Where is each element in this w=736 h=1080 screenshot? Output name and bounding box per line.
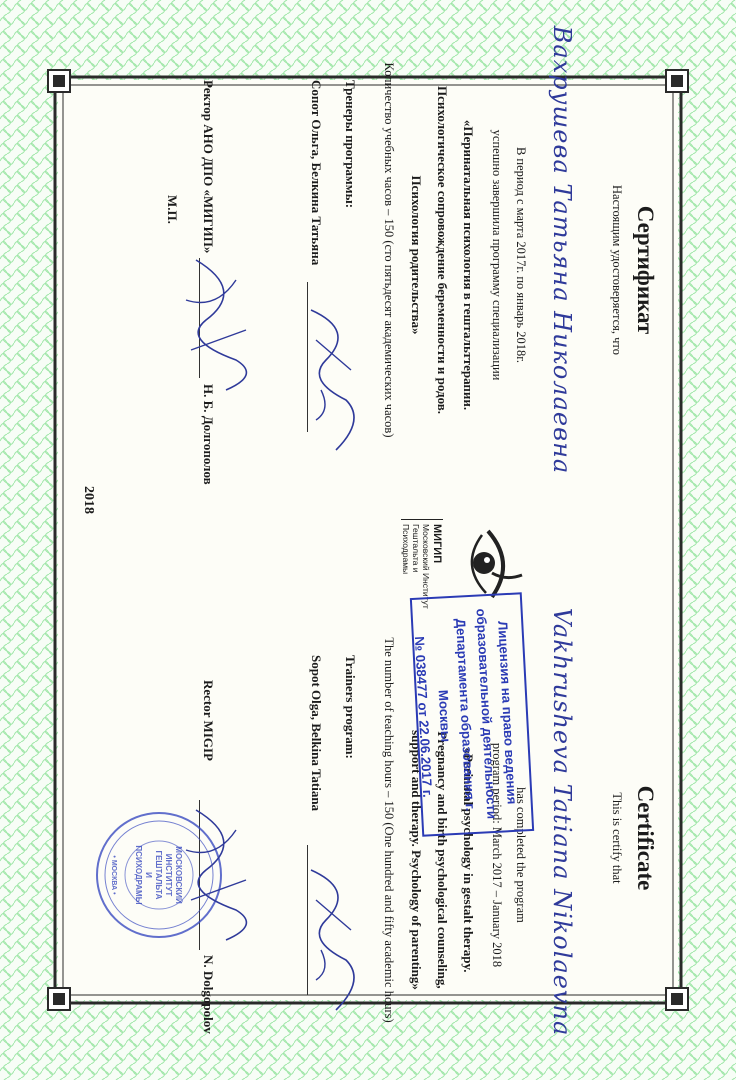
ru-rector-signature-icon (176, 250, 266, 400)
en-hours: The number of teaching hours – 150 (One hundred and fifty academic hours) (382, 637, 396, 1023)
ru-trainer-signature-icon (296, 300, 366, 460)
ru-program-line3: Психология родительства» (409, 175, 424, 335)
ru-program-line1: «Перинатальная психология в гештальттерапии. (461, 119, 476, 411)
license-line3: Департамента образования г. Москвы (435, 618, 479, 812)
en-rector-name: N. Dolgopolov (201, 955, 216, 1034)
ru-completed: успешно завершила программу специализации (490, 129, 504, 381)
ru-certify-line: Настоящим удостоверяется, что (610, 185, 624, 355)
license-line1: Лицензия на право ведения (495, 620, 520, 805)
ru-trainers-label: Тренеры программы: (343, 80, 358, 209)
ru-program-line2: Психологическое сопровождение беременности и родов. (435, 85, 450, 415)
seal-center-line4: И (144, 872, 153, 878)
en-program-line3: support and therapy. Psychology of parenting» (409, 730, 424, 990)
en-trainers-names: Sopot Olga, Belkina Tatiana (309, 655, 324, 812)
en-period: program period: March 2017 – January 2018 (490, 742, 504, 968)
logo-abbreviation: МИГИП (431, 524, 443, 564)
ru-period: В период с марта 2017г. по январь 2018г. (514, 146, 528, 364)
license-line2: образовательной деятельности (473, 608, 500, 820)
seal-center-line1: МОСКОВСКИЙ (174, 846, 183, 904)
en-rector-signature-icon (176, 800, 266, 950)
en-rector-label: Rector MIGIP (201, 680, 216, 761)
ru-rector-label: Ректор АНО ДПО «МИГИП» (201, 80, 216, 254)
seal-center-line3: ГЕШТАЛЬТА (154, 850, 163, 900)
en-program-line1: «Perinatal psychology in gestalt therapy. (461, 747, 476, 973)
seal-city: • МОСКВА • (110, 855, 117, 895)
en-trainer-signature-icon (296, 860, 366, 1020)
seal-center-line2: ИНСТИТУТ (164, 853, 173, 897)
license-stamp (410, 592, 534, 837)
en-trainers-label: Trainers program: (343, 655, 358, 759)
en-certify-line: This is certify that (610, 792, 624, 884)
ru-year: 2018 (81, 486, 96, 514)
en-program-line2: Pregnancy and birth psychological counseling, (435, 731, 450, 989)
en-holder-name: Vakhrusheva Tatiana Nikolaevna (548, 607, 576, 1037)
ru-holder-name: Вахрушева Татьяна Николаевна (548, 25, 576, 475)
logo-line1: Московский Институт (421, 524, 431, 609)
en-title: Certificate (633, 785, 658, 891)
logo-line2: Гештальта и Психодрамы (401, 524, 421, 575)
ru-hours: Количество учебных часов – 150 (сто пятьдесят академических часов) (382, 62, 396, 438)
ru-mp: М.П. (165, 195, 180, 224)
license-line4: № 038477 от 22.06.2017 г. (411, 636, 436, 799)
ru-title: Сертификат (633, 205, 658, 335)
en-completed: has completed the program (514, 787, 528, 923)
ru-rector-name: Н. Б. Долгополов (201, 384, 216, 485)
ru-trainers-names: Сопот Ольга, Белкина Татьяна (309, 80, 324, 266)
seal-center-line5: ПСИХОДРАМЫ (134, 845, 143, 905)
